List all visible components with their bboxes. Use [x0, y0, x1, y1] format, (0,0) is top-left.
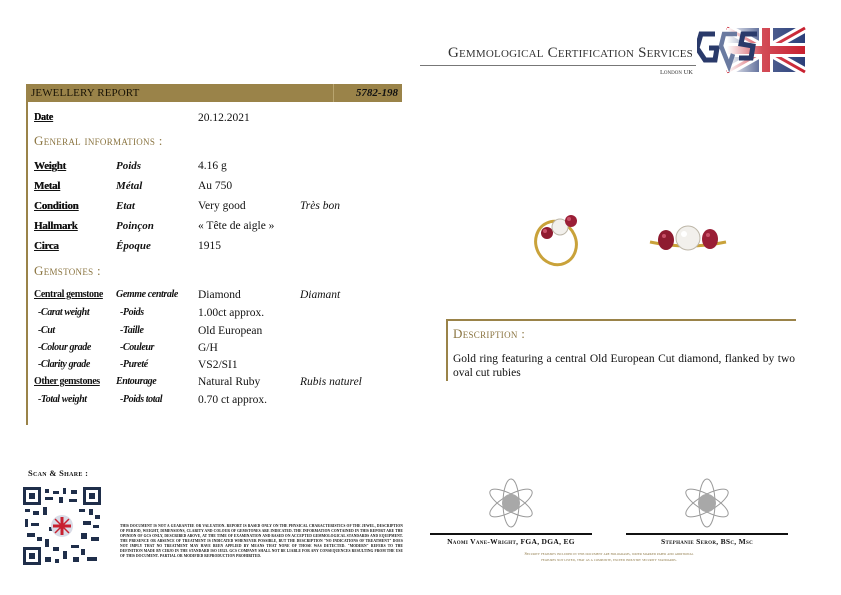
scan-share-label: Scan & Share :	[28, 468, 89, 478]
brand-subtitle: London UK	[659, 69, 693, 76]
qr-code-icon[interactable]	[23, 487, 101, 565]
row-label-en: -Cut	[38, 325, 55, 336]
row-label-en: Central gemstone	[34, 289, 103, 300]
gemstones-heading: Gemstones :	[34, 263, 101, 278]
row-value: VS2/SI1	[198, 359, 238, 371]
row-value-fr: Diamant	[300, 289, 341, 301]
date-label: Date	[34, 112, 53, 123]
row-label-fr: Époque	[116, 240, 151, 252]
description-text: Gold ring featuring a central Old European Cut diamond, flanked by two oval cut rubies	[453, 353, 795, 379]
row-value: Diamond	[198, 289, 241, 301]
row-label-en: -Clarity grade	[38, 359, 90, 370]
signature-line	[430, 533, 592, 535]
row-label-fr: Gemme centrale	[116, 289, 178, 300]
row-value: Very good	[198, 200, 246, 212]
row-label-en: Metal	[34, 180, 60, 192]
row-value: 0.70 ct approx.	[198, 394, 267, 406]
row-label-fr: -Poids total	[120, 394, 163, 405]
row-value: 1.00ct approx.	[198, 307, 265, 319]
row-value: G/H	[198, 342, 218, 354]
brand-header	[420, 45, 696, 76]
row-label-fr: -Poids	[120, 307, 144, 318]
signatory-name: Stephanie Seror, BSc, Msc	[660, 537, 754, 546]
row-label-fr: Etat	[116, 200, 135, 212]
gcs-logo-icon	[697, 26, 807, 74]
report-title: JEWELLERY REPORT	[31, 87, 140, 99]
row-value: « Tête de aigle »	[198, 220, 275, 232]
row-value-fr: Rubis naturel	[300, 376, 362, 388]
row-label-fr: -Pureté	[120, 359, 148, 370]
row-label-fr: Poinçon	[116, 220, 154, 232]
row-label-en: Hallmark	[34, 220, 78, 232]
atom-seal-icon	[685, 476, 729, 530]
report-number: 5782-198	[355, 87, 398, 99]
row-label-fr: -Couleur	[120, 342, 155, 353]
row-value-fr: Très bon	[300, 200, 340, 212]
ring-photo-angled-icon	[530, 205, 590, 272]
row-label-en: Other gemstones	[34, 376, 100, 387]
row-label-fr: Entourage	[116, 376, 157, 387]
row-label-fr: -Taille	[120, 325, 144, 336]
general-heading: General informations :	[34, 133, 163, 148]
security-note: Security features included in this document are holograms, water marked paper and additional features not listed, that as a composite, exceed industry security standards.	[524, 551, 694, 562]
legal-disclaimer: THIS DOCUMENT IS NOT A GUARANTEE OR VALUATION. REPORT IS BASED ONLY ON THE PHYSICAL CHARACTERISTICS OF THE JEWEL, DESCRIPTION OF PERIOD, WEIGHT, DIMENSIONS, CLARITY AND COLOUR OF GEMSTONES ARE INDICATED. THE INFORMATION CONTAINED IN THIS REPORT ARE THE OPINION OF GCS ONLY, DESCRIBED ABOVE, AT THE TIME OF EXAMINATION AND BASED ON ACCEPTED GEMMOLOGICAL STANDARDS AND EQUIPMENT. THE PRESENCE OR ABSENCE OF TREATMENT IS INDICATED WHENEVER POSSIBLE, BUT THE DESCRIPTION "NO INDICATIONS OF TREATMENT" DOES NOT IMPLY THAT NO TREATMENT MAY HAVE BEEN APPLIED BY MEANS THAT NONE OF THOSE WAS DETECTED. "MODERN" REFERS TO THE DEFINITION MADE BY CIBJO IN THE STANDARD ISO 18323. GCS COMPANY SHALL NOT BE LIABLE FOR ANY CONSEQUENCES RESULTING FROM THE USE OF THIS DOCUMENT. PARTIAL OR MODIFIED REPRODUCTION PROHIBITED.	[120, 524, 403, 558]
row-label-fr: Poids	[116, 160, 142, 172]
signatory-name: Naomi Vane-Wright, FGA, DGA, EG	[447, 537, 575, 546]
ring-photo-front-icon	[648, 222, 728, 261]
atom-seal-icon	[489, 476, 533, 530]
row-value: 4.16 g	[198, 160, 227, 172]
row-label-en: Circa	[34, 240, 59, 252]
row-label-en: -Carat weight	[38, 307, 90, 318]
row-label-en: -Colour grade	[38, 342, 91, 353]
row-value: Au 750	[198, 180, 233, 192]
signature-block-1	[430, 476, 592, 546]
signature-block-2	[626, 476, 788, 546]
row-label-fr: Métal	[116, 180, 143, 192]
description-box	[446, 319, 796, 381]
signature-line	[626, 533, 788, 535]
row-label-en: Weight	[34, 160, 66, 172]
row-label-en: -Total weight	[38, 394, 87, 405]
row-value: Natural Ruby	[198, 376, 261, 388]
date-value: 20.12.2021	[198, 112, 250, 124]
brand-divider	[420, 65, 696, 66]
row-value: 1915	[198, 240, 221, 252]
report-header-band	[26, 84, 402, 102]
row-value: Old European	[198, 325, 263, 337]
brand-title: Gemmological Certification Services	[447, 45, 693, 61]
row-label-en: Condition	[34, 200, 79, 212]
description-heading: Description :	[453, 326, 526, 341]
report-body	[26, 102, 402, 425]
